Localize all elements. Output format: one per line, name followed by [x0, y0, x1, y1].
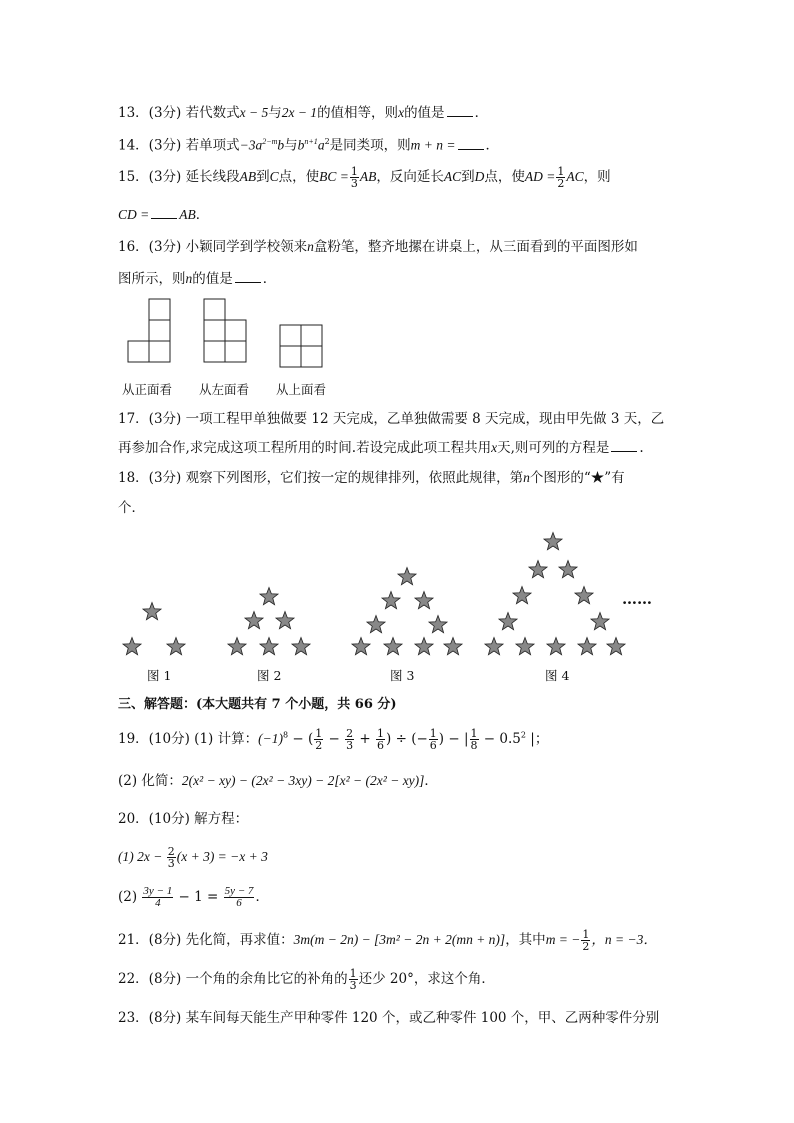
- q15-ab: AB: [239, 169, 257, 184]
- q13-text: 13．(3分) 若代数式: [118, 105, 240, 121]
- star-icon: [228, 638, 246, 655]
- top-cell: [301, 325, 322, 346]
- question-17: [118, 413, 664, 427]
- caption-figure-1: 图 1: [147, 668, 172, 683]
- q15-f2-den: 2: [557, 177, 565, 190]
- question-20-part1: [118, 846, 268, 869]
- question-22: [118, 968, 495, 991]
- star-icon: [415, 592, 433, 609]
- star-icon: [260, 588, 278, 605]
- q19-op1: − (: [288, 731, 314, 747]
- q19-frac-3: [376, 728, 385, 751]
- star-icon: [123, 638, 141, 655]
- question-20-part2: [118, 886, 269, 909]
- q17-text: 17．(3分) 一项工程甲单独做要 12 天完成，乙单独做需要 8 天完成，现由甲先做 3 天，乙: [118, 411, 665, 427]
- question-20: 20．(10分) 解方程：: [118, 811, 249, 827]
- q17-answer-blank: [611, 450, 637, 452]
- q16-text: 16．(3分) 小颖同学到学校领来: [118, 239, 308, 255]
- q16-n2: n: [185, 271, 193, 286]
- q20-f-num: 2: [167, 845, 175, 858]
- q21-n: ，n = −3．: [591, 932, 657, 947]
- view-top-diagram: [280, 325, 322, 367]
- q19-base: (−1): [258, 731, 283, 746]
- q14-term2-exp: n+1: [304, 137, 318, 146]
- caption-figure-2: 图 2: [257, 668, 282, 683]
- q15-dot: ．: [195, 207, 210, 223]
- q16-dot: ．: [262, 271, 277, 287]
- caption-top-view: 从上面看: [276, 382, 327, 397]
- q20-f-den: 3: [167, 857, 175, 870]
- q21-m: m = −: [545, 932, 581, 947]
- caption-left-view: 从左面看: [199, 382, 250, 397]
- left-cell: [204, 299, 225, 320]
- q21-text: 21．(8分) 先化简，再求值：: [118, 932, 294, 948]
- q19-frac-4: [429, 728, 438, 751]
- q19-f4-den: 6: [429, 739, 437, 752]
- q15-ab3: AB: [179, 207, 196, 222]
- star-icon: [382, 592, 400, 609]
- q19-op2: −: [324, 731, 345, 747]
- q15-t4: 到: [461, 169, 475, 185]
- q13-mid: 与: [268, 105, 282, 121]
- q20-p2-a: (2): [118, 889, 142, 905]
- q19-frac-5: [470, 728, 479, 751]
- q20-fb-den: 6: [236, 897, 242, 909]
- q16-text-b: 盒粉笔，整齐地摞在讲桌上，从三面看到的平面图形如: [313, 239, 638, 255]
- q19-op6: − 0.5: [479, 731, 521, 747]
- q22-text: 22．(8分) 一个角的余角比它的补角的: [118, 971, 348, 987]
- q15-t6: ，则: [583, 169, 611, 185]
- q20-fa-den: 4: [155, 897, 161, 909]
- q20-frac-a: [142, 886, 173, 909]
- q19-text: 19．(10分) (1) 计算：: [118, 731, 259, 747]
- q13-dot: ．: [474, 105, 489, 121]
- q17-dot: .: [639, 440, 644, 456]
- star-icon: [384, 638, 402, 655]
- q15-ac2: AC: [566, 169, 584, 184]
- q19-op4: ) ÷ (−: [386, 731, 428, 747]
- q16-text2: 图所示，则: [118, 271, 186, 287]
- q19-f3-den: 6: [377, 739, 385, 752]
- q19-f1-num: 1: [315, 727, 323, 740]
- q19-frac-2: [345, 728, 354, 751]
- q22-text2: 还少 20°，求这个角．: [358, 971, 495, 987]
- q16-n: n: [307, 239, 314, 254]
- q15-ac: AC: [443, 169, 462, 184]
- q19-op5: ) − |: [438, 731, 469, 747]
- q13-expr1: x − 5: [239, 105, 269, 120]
- section-3-heading: 三、解答题：(本大题共有 7 个小题，共 66 分): [118, 697, 397, 712]
- star-pattern-figures: [123, 533, 625, 655]
- q22-f-den: 3: [349, 979, 357, 992]
- q20-p2-dot: ．: [255, 889, 269, 905]
- star-icon: [559, 561, 577, 578]
- q15-text: 15．(3分) 延长线段: [118, 169, 240, 185]
- q19-exp: 8: [282, 730, 289, 740]
- q20-p1-a: (1) 2x −: [118, 849, 166, 864]
- q15-f1-num: 1: [350, 165, 358, 178]
- q14-dot: ．: [485, 137, 500, 154]
- star-icon: [429, 616, 447, 633]
- q15-t2: 点，使: [278, 169, 320, 185]
- star-icon: [352, 638, 370, 655]
- top-cell: [280, 346, 301, 367]
- q19-f1-den: 2: [315, 739, 323, 752]
- q14-term1-exp: 2−m: [262, 137, 278, 146]
- q21-frac: [581, 929, 590, 952]
- question-19: [118, 728, 548, 751]
- star-icon: [516, 638, 534, 655]
- left-cell: [225, 320, 246, 341]
- star-icon: [513, 587, 531, 604]
- q14-term1: −3a: [239, 137, 263, 153]
- q18-n: n: [523, 470, 530, 485]
- front-cell: [128, 341, 149, 362]
- question-21: [118, 929, 657, 952]
- q19-part2-expr: 2(x² − xy) − (2x² − 3xy) − 2[x² − (2x² − xy)]: [181, 773, 425, 788]
- star-icon: [167, 638, 185, 655]
- star-icon: [292, 638, 310, 655]
- top-cell: [280, 325, 301, 346]
- q21-text2: ，其中: [505, 932, 546, 948]
- caption-figure-3: 图 3: [390, 668, 415, 683]
- left-cell: [204, 320, 225, 341]
- q21-expr: 3m(m − 2n) − [3m² − 2n + 2(mn + n)]: [293, 932, 506, 947]
- q20-p1-b: (x + 3) = −x + 3: [176, 849, 268, 864]
- q14-term1-b: b: [277, 137, 285, 153]
- front-cell: [149, 341, 170, 362]
- q16-text2-b: 的值是: [192, 271, 233, 287]
- q15-c: C: [269, 169, 279, 184]
- caption-front-view: 从正面看: [122, 382, 173, 397]
- q18-text2: 个．: [118, 500, 145, 516]
- q13-end: 的值是: [404, 105, 445, 121]
- q15-cd: CD =: [118, 207, 150, 222]
- continuation-dots: ……: [622, 590, 652, 608]
- star-icon: [143, 603, 161, 620]
- q19-op3: +: [355, 731, 376, 747]
- star-icon: [444, 638, 462, 655]
- star-icon: [578, 638, 596, 655]
- q14-term2-exp2: 2: [324, 137, 330, 146]
- star-icon: [544, 533, 562, 550]
- q15-f2-num: 1: [557, 165, 565, 178]
- q19-op7: |；: [525, 731, 549, 747]
- q19-part2-label: (2) 化简：: [118, 773, 182, 789]
- q13-var: x: [398, 105, 405, 120]
- star-icon: [591, 613, 609, 630]
- q14-var: m + n =: [410, 137, 456, 153]
- q15-t5: 点，使: [484, 169, 525, 185]
- q19-part2-dot: ．: [424, 773, 438, 789]
- q17-text2: 再参加合作,求完成这项工程所用的时间.若设完成此项工程共用: [118, 440, 492, 456]
- q19-f2-num: 2: [346, 727, 354, 740]
- q15-d: D: [474, 169, 485, 184]
- question-18: [118, 471, 625, 486]
- q15-ab2: AB: [359, 169, 377, 184]
- view-front-diagram: [128, 299, 170, 362]
- star-icon: [485, 638, 503, 655]
- top-cell: [301, 346, 322, 367]
- q14-term2-a: a: [317, 137, 325, 153]
- star-icon: [607, 638, 625, 655]
- q15-t1: 到: [256, 169, 270, 185]
- q20-fb-num: 5y − 7: [224, 885, 254, 897]
- q15-ad: AD =: [524, 169, 556, 184]
- question-18-line2: [118, 502, 145, 516]
- left-cell: [225, 341, 246, 362]
- star-icon: [529, 561, 547, 578]
- q17-text2-b: 天,则可列的方程是: [497, 440, 610, 456]
- q21-f-den: 2: [582, 940, 590, 953]
- star-icon: [499, 613, 517, 630]
- question-17-line2: [118, 441, 644, 456]
- star-icon: [245, 612, 263, 629]
- q22-frac: [349, 968, 358, 991]
- q14-mid: 与: [284, 137, 298, 154]
- q13-expr2: 2x − 1: [281, 105, 318, 120]
- front-cell: [149, 299, 170, 320]
- q19-f2-den: 3: [346, 739, 354, 752]
- q18-text-b: 个图形的“★”有: [529, 470, 625, 486]
- q20-frac-b: [224, 886, 255, 909]
- q14-tail: 是同类项，则: [329, 137, 411, 154]
- q13-tail: 的值相等，则: [317, 105, 399, 121]
- front-cell: [149, 320, 170, 341]
- q15-f1-den: 3: [350, 177, 358, 190]
- q19-f3-num: 1: [377, 727, 385, 740]
- q22-f-num: 1: [349, 967, 357, 980]
- q20-p2-b: − 1 =: [174, 889, 223, 905]
- q20-frac: [167, 846, 176, 869]
- q21-f-num: 1: [582, 928, 590, 941]
- question-23: 23．(8分) 某车间每天能生产甲种零件 120 个，或乙种零件 100 个，甲、乙两种零件分别: [118, 1010, 660, 1026]
- question-19-part2: [118, 774, 438, 789]
- q15-bc: BC =: [319, 169, 349, 184]
- q18-text: 18．(3分) 观察下列图形，它们按一定的规律排列，依照此规律，第: [118, 470, 524, 486]
- star-icon: [398, 568, 416, 585]
- view-left-diagram: [204, 299, 246, 362]
- caption-figure-4: 图 4: [545, 668, 570, 683]
- q14-term2: b: [297, 137, 305, 153]
- left-cell: [204, 341, 225, 362]
- star-icon: [547, 638, 565, 655]
- q14-text: 14．(3分) 若单项式: [118, 137, 240, 154]
- q19-f4-num: 1: [429, 727, 437, 740]
- q17-x: x: [491, 440, 498, 455]
- q19-f5-num: 1: [470, 727, 478, 740]
- star-icon: [260, 638, 278, 655]
- star-icon: [575, 587, 593, 604]
- star-icon: [415, 638, 433, 655]
- q19-exp2: 2: [520, 730, 526, 740]
- q19-frac-1: [314, 728, 323, 751]
- star-icon: [367, 616, 385, 633]
- star-icon: [276, 612, 294, 629]
- q15-t3: ，反向延长: [376, 169, 444, 185]
- q20-fa-num: 3y − 1: [143, 885, 173, 897]
- q19-f5-den: 8: [470, 739, 478, 752]
